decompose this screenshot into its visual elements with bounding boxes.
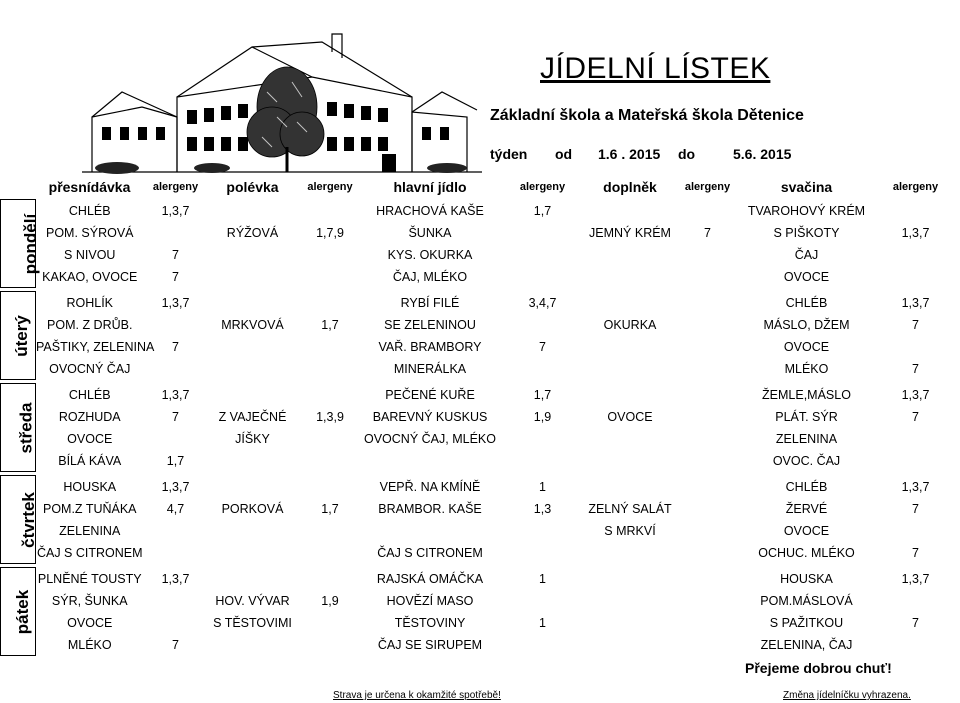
- dish-cell: OCHUC. MLÉKO: [758, 545, 855, 560]
- column-header: doplněk: [603, 178, 657, 195]
- dish-cell: [363, 520, 498, 542]
- dish-cell: S NIVOU: [64, 247, 116, 262]
- school-name: Základní škola a Mateřská škola Dětenice: [490, 107, 804, 124]
- dish-cell: HRACHOVÁ KAŠE: [376, 203, 484, 218]
- dish-cell: PLNĚNÉ TOUSTY: [37, 571, 142, 586]
- allergen-cell: [498, 520, 588, 542]
- menu-row: [1, 612, 960, 634]
- menu-row: [1, 314, 960, 336]
- from-label: od: [555, 146, 573, 162]
- allergen-cell: [871, 634, 960, 656]
- dish-cell: [588, 450, 673, 472]
- dish-cell: TĚSTOVINY: [394, 615, 466, 630]
- menu-row: [1, 476, 960, 498]
- column-header: přesnídávka: [48, 178, 131, 195]
- allergen-cell: [144, 314, 208, 336]
- dish-cell: [208, 476, 298, 498]
- allergen-cell: [871, 520, 960, 542]
- column-header: alergeny: [684, 180, 731, 193]
- dish-cell: [588, 476, 673, 498]
- allergen-cell: 7: [172, 339, 179, 354]
- dish-cell: POM. SÝROVÁ: [45, 225, 134, 240]
- menu-row: [1, 222, 960, 244]
- to-label: do: [678, 146, 696, 162]
- menu-row: [1, 358, 960, 380]
- dish-cell: HOUSKA: [780, 571, 833, 586]
- dish-cell: [588, 542, 673, 564]
- allergen-cell: [673, 200, 743, 222]
- dish-cell: PORKOVÁ: [221, 501, 284, 516]
- dish-cell: [588, 384, 673, 406]
- allergen-cell: 1,3,7: [901, 225, 930, 240]
- dish-cell: S PIŠKOTY: [773, 225, 840, 240]
- allergen-cell: [298, 292, 363, 314]
- allergen-cell: [298, 336, 363, 358]
- day-label: pátek: [13, 589, 33, 634]
- dish-cell: ŠUNKA: [408, 225, 452, 240]
- dish-cell: OVOCNÝ ČAJ: [49, 361, 131, 376]
- footer-wish: Přejeme dobrou chuť!: [745, 660, 892, 676]
- allergen-cell: 7: [912, 409, 919, 424]
- dish-cell: [588, 336, 673, 358]
- dish-cell: BRAMBOR. KAŠE: [378, 501, 482, 516]
- allergen-cell: [144, 358, 208, 380]
- dish-cell: BÍLÁ KÁVA: [58, 453, 122, 468]
- allergen-cell: [673, 384, 743, 406]
- menu-row: [1, 542, 960, 564]
- allergen-cell: [673, 292, 743, 314]
- menu-row: [1, 200, 960, 222]
- allergen-cell: [498, 634, 588, 656]
- dish-cell: HOVĚZÍ MASO: [386, 593, 474, 608]
- allergen-cell: 1,3,7: [901, 387, 930, 402]
- allergen-cell: 1,3,7: [161, 295, 190, 310]
- to-date: 5.6. 2015: [733, 146, 792, 162]
- allergen-cell: 1,9: [533, 409, 552, 424]
- allergen-cell: [498, 222, 588, 244]
- allergen-cell: [498, 542, 588, 564]
- menu-row: [1, 406, 960, 428]
- dish-cell: [208, 336, 298, 358]
- allergen-cell: [144, 222, 208, 244]
- dish-cell: [208, 520, 298, 542]
- dish-cell: ZELENINA: [59, 523, 121, 538]
- allergen-cell: 1: [539, 571, 546, 586]
- allergen-cell: 7: [912, 317, 919, 332]
- allergen-cell: [498, 428, 588, 450]
- footer-note-changes: Změna jídelníčku vyhrazena.: [783, 690, 911, 701]
- dish-cell: ZELENINA, ČAJ: [760, 637, 853, 652]
- allergen-cell: 1,3,7: [161, 203, 190, 218]
- dish-cell: OVOCE: [783, 523, 830, 538]
- dish-cell: ŽERVÉ: [785, 501, 828, 516]
- allergen-cell: [871, 200, 960, 222]
- dish-cell: ČAJ, MLÉKO: [392, 269, 468, 284]
- dish-cell: ŽEMLE,MÁSLO: [762, 387, 851, 402]
- menu-row: [1, 568, 960, 590]
- column-header: alergeny: [892, 180, 939, 193]
- day-cell: [1, 384, 36, 472]
- allergen-cell: 1,3,9: [316, 409, 344, 424]
- column-header: alergeny: [152, 180, 199, 193]
- allergen-cell: 7: [912, 615, 919, 630]
- dish-cell: POM. Z DRŮB.: [47, 317, 133, 332]
- allergen-cell: [871, 336, 960, 358]
- allergen-cell: [498, 590, 588, 612]
- allergen-cell: [673, 498, 743, 520]
- column-header: hlavní jídlo: [393, 178, 467, 195]
- dish-cell: [588, 612, 673, 634]
- allergen-cell: [673, 568, 743, 590]
- allergen-cell: 7: [172, 247, 179, 262]
- dish-cell: KAKAO, OVOCE: [42, 269, 138, 284]
- dish-cell: [588, 358, 673, 380]
- dish-cell: [208, 292, 298, 314]
- day-label: čtvrtek: [18, 491, 38, 548]
- allergen-cell: [298, 520, 363, 542]
- allergen-cell: 1,3: [533, 501, 552, 516]
- allergen-cell: 1,7: [166, 453, 185, 468]
- allergen-cell: 7: [172, 269, 179, 284]
- menu-row: [1, 384, 960, 406]
- dish-cell: BAREVNÝ KUSKUS: [372, 409, 488, 424]
- menu-row: [1, 428, 960, 450]
- allergen-cell: 7: [704, 225, 711, 240]
- dish-cell: JEMNÝ KRÉM: [589, 225, 671, 240]
- dish-cell: CHLÉB: [68, 203, 111, 218]
- allergen-cell: [673, 358, 743, 380]
- dish-cell: POM.Z TUŇÁKA: [42, 501, 137, 516]
- allergen-cell: [298, 200, 363, 222]
- dish-cell: [208, 384, 298, 406]
- day-cell: [1, 568, 36, 656]
- allergen-cell: [673, 428, 743, 450]
- day-label: úterý: [11, 314, 31, 357]
- dish-cell: [208, 358, 298, 380]
- dish-cell: JÍŠKY: [235, 431, 270, 446]
- dish-cell: [588, 244, 673, 266]
- menu-table: [0, 174, 960, 656]
- allergen-cell: [498, 314, 588, 336]
- allergen-cell: [673, 520, 743, 542]
- dish-cell: [208, 542, 298, 564]
- allergen-cell: [298, 428, 363, 450]
- dish-cell: MINERÁLKA: [393, 361, 467, 376]
- allergen-cell: [298, 244, 363, 266]
- allergen-cell: [144, 428, 208, 450]
- from-date: 1.6 . 2015: [598, 146, 661, 162]
- dish-cell: ZELENINA: [775, 431, 838, 446]
- column-header: polévka: [226, 178, 279, 195]
- dish-cell: KYS. OKURKA: [387, 247, 473, 262]
- dish-cell: CHLÉB: [785, 295, 828, 310]
- allergen-cell: 1: [539, 479, 546, 494]
- allergen-cell: [298, 542, 363, 564]
- dish-cell: [208, 568, 298, 590]
- allergen-cell: 1,3,7: [161, 479, 190, 494]
- allergen-cell: 7: [172, 637, 179, 652]
- allergen-cell: [673, 266, 743, 288]
- dish-cell: MÁSLO, DŽEM: [763, 317, 850, 332]
- dish-cell: RAJSKÁ OMÁČKA: [376, 571, 484, 586]
- dish-cell: PAŠTIKY, ZELENINA: [36, 339, 155, 354]
- dish-cell: [208, 634, 298, 656]
- day-label: středa: [16, 401, 36, 454]
- allergen-cell: 7: [172, 409, 179, 424]
- dish-cell: [588, 590, 673, 612]
- allergen-cell: [673, 450, 743, 472]
- allergen-cell: 1,3,7: [161, 571, 190, 586]
- allergen-cell: [871, 244, 960, 266]
- allergen-cell: [298, 358, 363, 380]
- allergen-cell: 1,7: [321, 501, 339, 516]
- dish-cell: TVAROHOVÝ KRÉM: [747, 203, 866, 218]
- allergen-cell: 1,3,7: [901, 571, 930, 586]
- school-building-illustration: [82, 22, 482, 182]
- dish-cell: CHLÉB: [68, 387, 111, 402]
- allergen-cell: [673, 244, 743, 266]
- allergen-cell: [298, 612, 363, 634]
- day-cell: [1, 476, 36, 564]
- allergen-cell: 1,3,7: [901, 295, 930, 310]
- dish-cell: RYBÍ FILÉ: [400, 295, 460, 310]
- menu-row: [1, 590, 960, 612]
- dish-cell: SE ZELENINOU: [384, 317, 476, 332]
- dish-cell: ROZHUDA: [58, 409, 121, 424]
- dish-cell: RÝŽOVÁ: [226, 225, 279, 240]
- dish-cell: [588, 428, 673, 450]
- menu-header-row: [1, 174, 960, 200]
- allergen-cell: [673, 406, 743, 428]
- allergen-cell: 4,7: [166, 501, 185, 516]
- allergen-cell: [144, 590, 208, 612]
- day-header: [1, 174, 36, 200]
- dish-cell: S MRKVÍ: [604, 523, 656, 538]
- dish-cell: S TĚSTOVIMI: [213, 615, 292, 630]
- menu-row: [1, 244, 960, 266]
- allergen-cell: 1,3,7: [901, 479, 930, 494]
- dish-cell: [208, 200, 298, 222]
- allergen-cell: 7: [912, 501, 919, 516]
- dish-cell: OVOCNÝ ČAJ, MLÉKO: [364, 431, 496, 446]
- dish-cell: ČAJ: [794, 247, 819, 262]
- allergen-cell: [673, 612, 743, 634]
- dish-cell: VAŘ. BRAMBORY: [378, 339, 482, 354]
- allergen-cell: [673, 314, 743, 336]
- allergen-cell: [673, 634, 743, 656]
- allergen-cell: 1,7,9: [316, 225, 344, 240]
- dish-cell: OKURKA: [603, 317, 657, 332]
- page-title: JÍDELNÍ LÍSTEK: [540, 52, 771, 85]
- menu-row: [1, 498, 960, 520]
- dish-cell: [588, 200, 673, 222]
- dish-cell: HOV. VÝVAR: [215, 593, 290, 608]
- allergen-cell: 1,9: [321, 593, 339, 608]
- allergen-cell: 3,4,7: [528, 295, 557, 310]
- footer-note-consumption: Strava je určena k okamžité spotřebě!: [333, 690, 501, 701]
- allergen-cell: 7: [912, 545, 919, 560]
- dish-cell: PEČENÉ KUŘE: [385, 387, 475, 402]
- allergen-cell: [298, 634, 363, 656]
- dish-cell: [588, 634, 673, 656]
- allergen-cell: [144, 542, 208, 564]
- menu-row: [1, 266, 960, 288]
- dish-cell: OVOCE: [67, 431, 113, 446]
- dish-cell: [588, 292, 673, 314]
- allergen-cell: [498, 244, 588, 266]
- dish-cell: ČAJ S CITRONEM: [36, 545, 143, 560]
- dish-cell: ČAJ S CITRONEM: [377, 545, 483, 560]
- day-cell: [1, 200, 41, 288]
- dish-cell: OVOCE: [783, 339, 830, 354]
- dish-cell: [208, 450, 298, 472]
- dish-cell: VEPŘ. NA KMÍNĚ: [379, 479, 481, 494]
- allergen-cell: 1: [539, 615, 546, 630]
- allergen-cell: [673, 336, 743, 358]
- allergen-cell: [673, 476, 743, 498]
- allergen-cell: [298, 450, 363, 472]
- dish-cell: ČAJ SE SIRUPEM: [377, 637, 483, 652]
- allergen-cell: [871, 428, 960, 450]
- menu-row: [1, 520, 960, 542]
- dish-cell: PLÁT. SÝR: [775, 409, 838, 424]
- dish-cell: Z VAJEČNÉ: [218, 409, 287, 424]
- allergen-cell: [673, 542, 743, 564]
- allergen-cell: [871, 590, 960, 612]
- dish-cell: [363, 450, 498, 472]
- column-header: alergeny: [519, 180, 566, 193]
- day-cell: [1, 292, 36, 380]
- allergen-cell: [498, 358, 588, 380]
- allergen-cell: [498, 266, 588, 288]
- day-label: pondělí: [21, 213, 41, 274]
- dish-cell: OVOCE: [607, 409, 653, 424]
- dish-cell: SÝR, ŠUNKA: [51, 593, 128, 608]
- allergen-cell: [871, 266, 960, 288]
- allergen-cell: [298, 384, 363, 406]
- allergen-cell: [298, 476, 363, 498]
- allergen-cell: [144, 612, 208, 634]
- allergen-cell: 1,3,7: [161, 387, 190, 402]
- dish-cell: [208, 244, 298, 266]
- dish-cell: MRKVOVÁ: [221, 317, 284, 332]
- dish-cell: [588, 568, 673, 590]
- allergen-cell: [144, 520, 208, 542]
- allergen-cell: [298, 568, 363, 590]
- allergen-cell: 1,7: [321, 317, 339, 332]
- dish-cell: MLÉKO: [784, 361, 829, 376]
- allergen-cell: [673, 590, 743, 612]
- allergen-cell: [298, 266, 363, 288]
- dish-cell: OVOCE: [67, 615, 113, 630]
- dish-cell: HOUSKA: [63, 479, 117, 494]
- dish-cell: OVOC. ČAJ: [772, 453, 841, 468]
- allergen-cell: 1,7: [533, 387, 552, 402]
- allergen-cell: 7: [912, 361, 919, 376]
- dish-cell: [588, 266, 673, 288]
- dish-cell: ZELNÝ SALÁT: [588, 501, 672, 516]
- week-label: týden: [490, 146, 528, 162]
- allergen-cell: [871, 450, 960, 472]
- dish-cell: S PAŽITKOU: [769, 615, 844, 630]
- column-header: alergeny: [307, 180, 353, 193]
- dish-cell: OVOCE: [783, 269, 830, 284]
- allergen-cell: 7: [539, 339, 546, 354]
- dish-cell: ROHLÍK: [66, 295, 114, 310]
- menu-row: [1, 292, 960, 314]
- menu-row: [1, 336, 960, 358]
- dish-cell: POM.MÁSLOVÁ: [760, 593, 853, 608]
- allergen-cell: [498, 450, 588, 472]
- menu-row: [1, 634, 960, 656]
- dish-cell: CHLÉB: [785, 479, 828, 494]
- menu-row: [1, 450, 960, 472]
- column-header: svačina: [780, 178, 833, 195]
- allergen-cell: 1,7: [533, 203, 552, 218]
- dish-cell: MLÉKO: [67, 637, 112, 652]
- dish-cell: [208, 266, 298, 288]
